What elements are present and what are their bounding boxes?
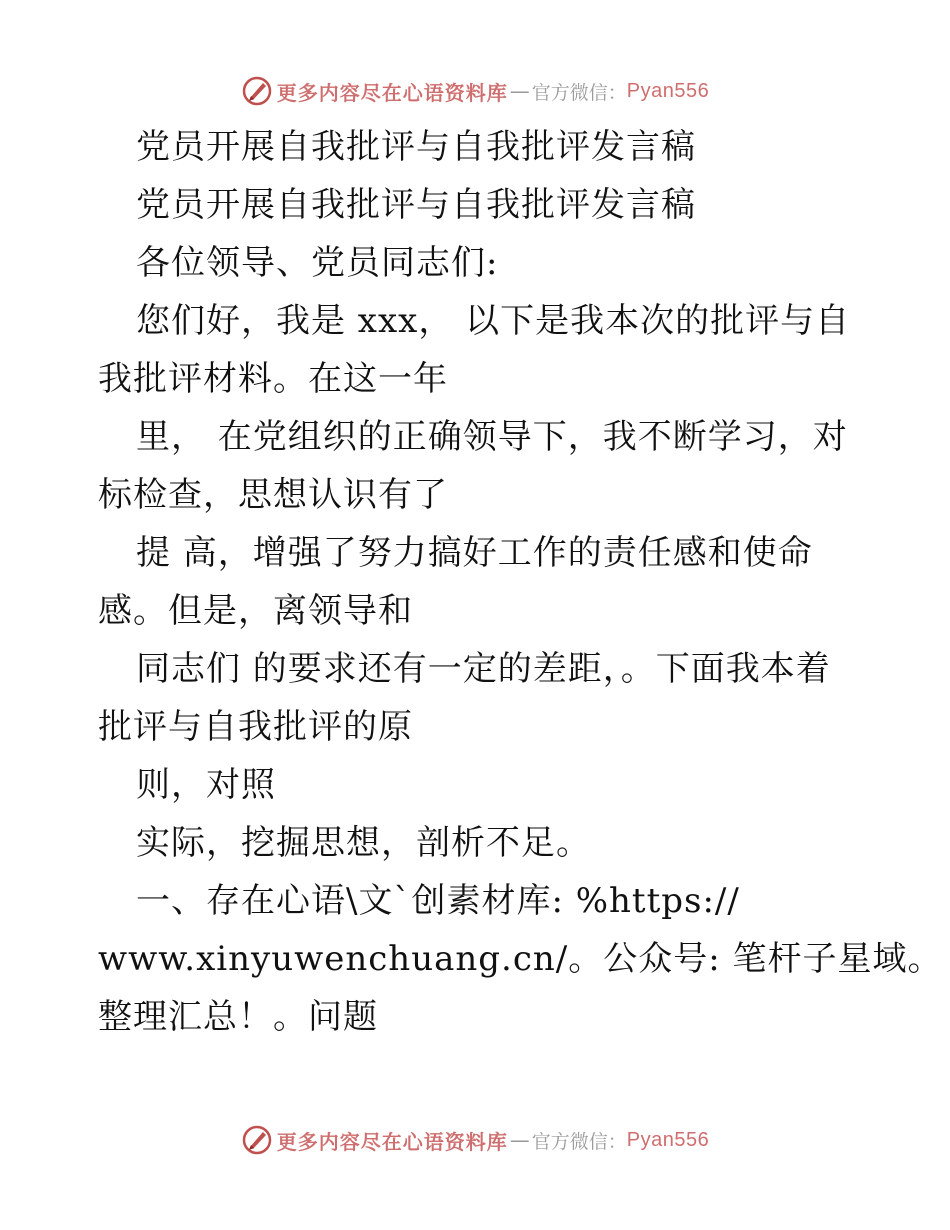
paragraph-line: 同志们 的要求还有一定的差距，。下面我本着 (136, 649, 831, 689)
doc-title-repeat: 党员开展自我批评与自我批评发言稿 (136, 185, 696, 225)
footer-separator: — (509, 1128, 530, 1152)
paragraph-line: 则，对照 (136, 765, 276, 805)
quill-pen-logo-icon (241, 75, 273, 107)
salutation: 各位领导、党员同志们: (136, 243, 499, 283)
header-separator: — (509, 79, 530, 103)
header-wechat-label: 官方微信： (531, 81, 627, 104)
header-banner (0, 71, 950, 111)
footer-wechat-label: 官方微信： (531, 1130, 627, 1153)
header-brand-text: 更多内容尽在心语资料库 (276, 80, 508, 105)
paragraph-line: 我批评材料。在这一年 (98, 359, 448, 399)
doc-title: 党员开展自我批评与自我批评发言稿 (136, 127, 696, 167)
footer-banner (0, 1120, 950, 1160)
paragraph-line: 您们好，我是 xxx， 以下是我本次的批评与自 (136, 301, 851, 341)
paragraph-line: 感。但是，离领导和 (98, 591, 413, 631)
section-heading-line: 一、存在心语\文`创素材库: %https:// (136, 881, 740, 921)
footer-brand-text: 更多内容尽在心语资料库 (276, 1129, 508, 1154)
paragraph-line: www.xinyuwenchuang.cn/。公众号: 笔杆子星域。 (98, 939, 943, 979)
paragraph-line: 标检查，思想认识有了 (98, 475, 448, 515)
paragraph-line: 里， 在党组织的正确领导下，我不断学习，对 (136, 417, 848, 457)
paragraph-line: 实际，挖掘思想，剖析不足。 (136, 823, 591, 863)
paragraph-line: 提 高，增强了努力搞好工作的责任感和使命 (136, 533, 813, 573)
paragraph-line: 批评与自我批评的原 (98, 707, 413, 747)
header-wechat-handle: Pyan556 (626, 79, 710, 102)
quill-pen-logo-icon (241, 1124, 273, 1156)
footer-wechat-handle: Pyan556 (626, 1128, 710, 1151)
paragraph-line: 整理汇总！。问题 (98, 997, 378, 1037)
